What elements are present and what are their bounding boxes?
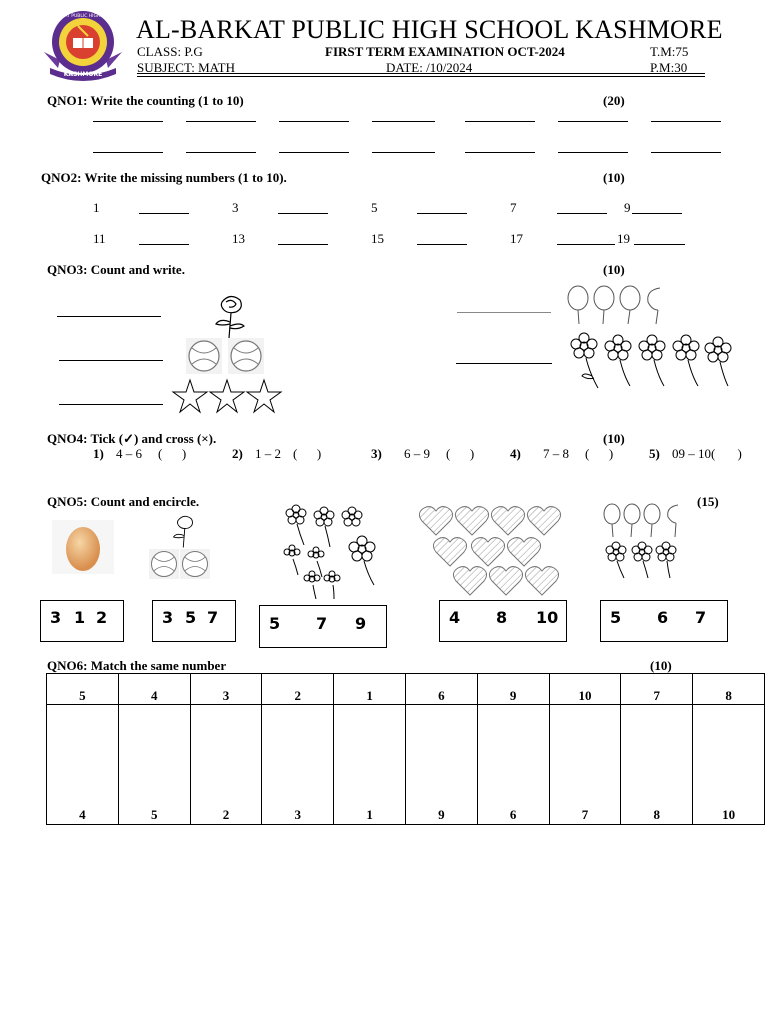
school-name: AL-BARKAT PUBLIC HIGH SCHOOL KASHMORE: [136, 15, 723, 44]
ball-icon: [180, 549, 210, 579]
q2-number: 5: [371, 200, 378, 215]
match-top-cell[interactable]: 7: [621, 674, 693, 705]
pass-marks: P.M:30: [650, 60, 688, 75]
q2-number: 1: [93, 200, 100, 215]
q4-item-number: 5): [649, 446, 660, 461]
encircle-box[interactable]: [259, 605, 387, 648]
option-number[interactable]: 7: [316, 614, 328, 633]
flower-icon: [280, 503, 380, 601]
match-top-cell[interactable]: 2: [262, 674, 334, 705]
match-bottom-cell[interactable]: 7: [549, 705, 621, 825]
encircle-box[interactable]: [40, 600, 124, 642]
match-top-cell[interactable]: 6: [405, 674, 477, 705]
match-top-cell[interactable]: 10: [549, 674, 621, 705]
heart-icon: [416, 503, 564, 599]
count-blank[interactable]: [57, 316, 161, 317]
match-bottom-cell[interactable]: 5: [118, 705, 190, 825]
answer-blank[interactable]: [372, 121, 435, 122]
q4-item-number: 4): [510, 446, 521, 461]
match-bottom-cell[interactable]: 4: [47, 705, 119, 825]
missing-blank[interactable]: [139, 244, 189, 245]
subject-label: SUBJECT: MATH: [137, 60, 235, 75]
q4-item-expression: 7 – 8: [543, 446, 569, 461]
match-bottom-cell[interactable]: 3: [262, 705, 334, 825]
option-number[interactable]: 3: [162, 608, 174, 627]
option-number[interactable]: 5: [185, 608, 197, 627]
q6-title: QNO6: Match the same number: [47, 658, 227, 673]
q2-number: 19: [617, 231, 630, 246]
q2-number: 11: [93, 231, 106, 246]
answer-blank[interactable]: [651, 121, 721, 122]
answer-blank[interactable]: [279, 152, 349, 153]
answer-blank[interactable]: [465, 152, 535, 153]
missing-blank[interactable]: [417, 244, 467, 245]
missing-blank[interactable]: [278, 244, 328, 245]
missing-blank[interactable]: [557, 213, 607, 214]
option-number[interactable]: 10: [536, 608, 559, 627]
class-label: CLASS: P.G: [137, 44, 203, 59]
q1-marks: (20): [603, 93, 625, 108]
q1-title: QNO1: Write the counting (1 to 10): [47, 93, 244, 108]
answer-blank[interactable]: [279, 121, 349, 122]
exam-date: DATE: /10/2024: [386, 60, 473, 75]
star-icon: [209, 378, 245, 414]
missing-blank[interactable]: [632, 213, 682, 214]
missing-blank[interactable]: [278, 213, 328, 214]
exam-title: FIRST TERM EXAMINATION OCT-2024: [325, 44, 565, 59]
q2-title: QNO2: Write the missing numbers (1 to 10).: [41, 170, 287, 185]
match-bottom-cell[interactable]: 10: [693, 705, 765, 825]
star-icon: [172, 378, 208, 414]
q4-item-expression: 6 – 9: [404, 446, 430, 461]
q4-item-expression: 4 – 6: [116, 446, 142, 461]
option-number[interactable]: 2: [96, 608, 108, 627]
q4-item-number: 2): [232, 446, 243, 461]
logo-caption: KASHMORE: [63, 71, 103, 78]
option-number[interactable]: 7: [207, 608, 219, 627]
option-number[interactable]: 8: [496, 608, 508, 627]
answer-blank[interactable]: [186, 121, 256, 122]
option-number[interactable]: 5: [269, 614, 281, 633]
total-marks: T.M:75: [650, 44, 689, 59]
q2-number: 3: [232, 200, 239, 215]
q2-number: 13: [232, 231, 245, 246]
answer-blank[interactable]: [558, 121, 628, 122]
q3-marks: (10): [603, 262, 625, 277]
option-number[interactable]: 5: [610, 608, 622, 627]
q2-number: 7: [510, 200, 517, 215]
q4-item-expression: 1 – 2: [255, 446, 281, 461]
q4-answer-paren[interactable]: ( ): [158, 446, 187, 461]
match-top-cell[interactable]: 8: [693, 674, 765, 705]
answer-blank[interactable]: [651, 152, 721, 153]
answer-blank[interactable]: [93, 152, 163, 153]
answer-blank[interactable]: [465, 121, 535, 122]
encircle-box[interactable]: [439, 600, 567, 642]
egg-icon: [52, 520, 114, 574]
rose-icon: [210, 292, 250, 340]
answer-blank[interactable]: [372, 152, 435, 153]
missing-blank[interactable]: [557, 244, 615, 245]
count-blank[interactable]: [456, 363, 552, 364]
rose-icon: [168, 513, 200, 549]
q5-marks: (15): [697, 494, 719, 509]
match-top-cell[interactable]: 9: [477, 674, 549, 705]
q2-number: 17: [510, 231, 523, 246]
count-blank[interactable]: [59, 404, 163, 405]
q4-item-expression: 09 – 10(: [672, 446, 716, 461]
answer-blank[interactable]: [186, 152, 256, 153]
option-number[interactable]: 6: [657, 608, 669, 627]
q2-marks: (10): [603, 170, 625, 185]
match-bottom-cell[interactable]: 9: [405, 705, 477, 825]
match-bottom-cell[interactable]: 8: [621, 705, 693, 825]
ball-icon: [186, 338, 222, 374]
option-number[interactable]: 9: [355, 614, 367, 633]
option-number[interactable]: 7: [695, 608, 707, 627]
missing-blank[interactable]: [139, 213, 189, 214]
flower-icon: [604, 540, 680, 580]
ball-icon: [228, 338, 264, 374]
q4-answer-paren[interactable]: ( ): [293, 446, 322, 461]
count-blank[interactable]: [59, 360, 163, 361]
logo-arc-text: AL-BARKAT PUBLIC HIGH SCHOOL: [45, 14, 121, 19]
match-bottom-cell[interactable]: 1: [334, 705, 406, 825]
q4-answer-paren[interactable]: ): [718, 446, 742, 461]
match-bottom-cell[interactable]: 6: [477, 705, 549, 825]
q3-title: QNO3: Count and write.: [47, 262, 185, 277]
answer-blank[interactable]: [93, 121, 163, 122]
q4-answer-paren[interactable]: ( ): [585, 446, 614, 461]
match-bottom-cell[interactable]: 2: [190, 705, 262, 825]
match-top-cell[interactable]: 1: [334, 674, 406, 705]
match-top-cell[interactable]: 5: [47, 674, 119, 705]
match-top-cell[interactable]: 4: [118, 674, 190, 705]
flower-icon: [568, 332, 736, 388]
balloon-icon: [602, 503, 684, 537]
encircle-box[interactable]: [152, 600, 236, 642]
header-rule-top: [137, 73, 705, 74]
option-number[interactable]: 4: [449, 608, 461, 627]
q4-title: QNO4: Tick (✓) and cross (×).: [47, 431, 217, 446]
q5-title: QNO5: Count and encircle.: [47, 494, 200, 509]
option-number[interactable]: 1: [74, 608, 86, 627]
balloon-icon: [566, 284, 670, 324]
option-number[interactable]: 3: [50, 608, 62, 627]
q4-item-number: 3): [371, 446, 382, 461]
count-blank[interactable]: [457, 312, 551, 313]
q4-item-number: 1): [93, 446, 104, 461]
missing-blank[interactable]: [634, 244, 685, 245]
q4-answer-paren[interactable]: ( ): [446, 446, 475, 461]
encircle-box[interactable]: [600, 600, 728, 642]
school-logo: [40, 8, 126, 80]
answer-blank[interactable]: [558, 152, 628, 153]
q2-number: 15: [371, 231, 384, 246]
q4-marks: (10): [603, 431, 625, 446]
match-table: [46, 673, 765, 825]
missing-blank[interactable]: [417, 213, 467, 214]
star-icon: [246, 378, 282, 414]
header-rule-bottom: [137, 76, 705, 77]
q2-number: 9: [624, 200, 631, 215]
ball-icon: [149, 549, 179, 579]
match-top-cell[interactable]: 3: [190, 674, 262, 705]
q6-marks: (10): [650, 658, 672, 673]
